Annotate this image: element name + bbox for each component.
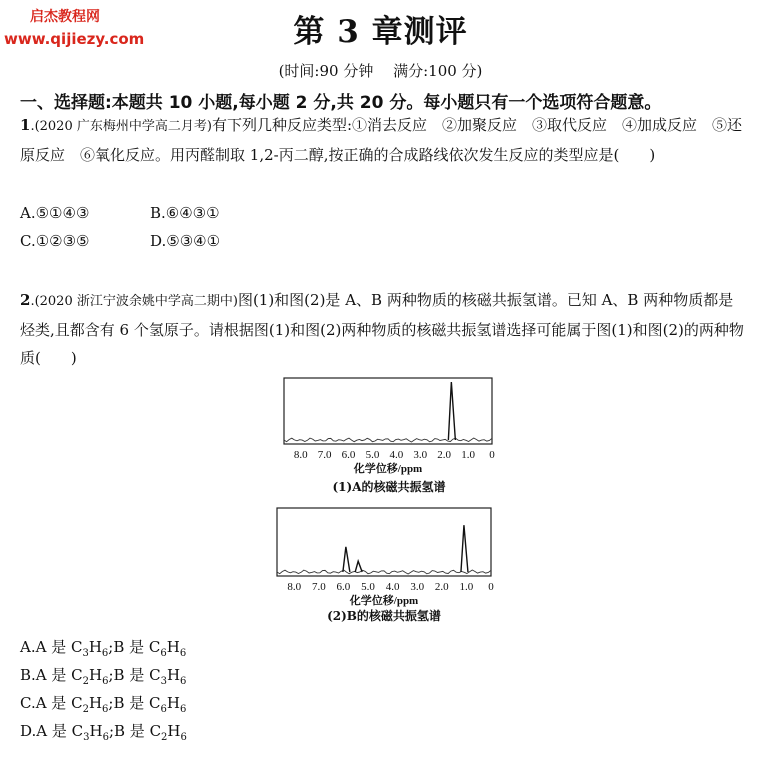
x-axis-label: 化学位移/ppm	[349, 595, 419, 607]
x-tick-label: 4.0	[385, 581, 400, 593]
q2-option-d[interactable]: D.A 是 $C_3H_6;B$ 是 $C_2H_6$	[20, 722, 187, 743]
x-tick-label: 7.0	[311, 581, 326, 593]
x-tick-label: 6.0	[341, 449, 356, 461]
x-tick-label: 3.0	[410, 581, 425, 593]
x-tick-label: 3.0	[413, 449, 428, 461]
x-tick-label: 5.0	[365, 449, 380, 461]
spectrum-baseline	[277, 570, 491, 574]
spectrum-peak-2	[355, 561, 362, 572]
section-heading: 一、选择题:本题共 10 小题,每小题 2 分,共 20 分。每小题只有一个选项符合题意。	[20, 93, 662, 113]
q1-option-d[interactable]: D.⑤③④①	[150, 232, 221, 250]
question-1	[20, 111, 744, 169]
nmr-spectrum-a	[282, 376, 495, 475]
watermark-url: www.qijiezy.com	[4, 30, 145, 48]
x-tick-label: 7.0	[317, 449, 332, 461]
x-tick-label: 8.0	[293, 449, 308, 461]
plot-frame	[284, 378, 492, 444]
spectrum-peak-3	[461, 525, 468, 572]
x-tick-label: 8.0	[287, 581, 302, 593]
q2-option-c[interactable]: C.A 是 $C_2H_6;B$ 是 $C_6H_6$	[20, 694, 187, 715]
question-2-source: .(2020 浙江宁波余姚中学高二期中)	[30, 294, 238, 309]
q2-option-b[interactable]: B.A 是 $C_2H_6;B$ 是 $C_3H_6$	[20, 666, 187, 687]
question-1-source: .(2020 广东梅州中学高二月考)	[30, 119, 212, 134]
question-2-number: 2	[20, 291, 31, 309]
x-tick-label: 4.0	[389, 449, 404, 461]
q1-option-c[interactable]: C.①②③⑤	[20, 232, 90, 250]
q1-option-a[interactable]: A.⑤①④③	[20, 204, 90, 222]
chart-b-caption: (2)B的核磁共振氢谱	[327, 609, 441, 623]
question-1-number: 1	[20, 116, 31, 134]
x-tick-label: 1.0	[459, 581, 474, 593]
x-tick-label: 0	[489, 449, 495, 461]
x-tick-label: 2.0	[434, 581, 449, 593]
spectrum-peak-1	[343, 547, 350, 572]
x-tick-label: 0	[488, 581, 494, 593]
x-tick-label: 5.0	[361, 581, 375, 593]
question-2-text: 图(1)和图(2)是 A、B 两种物质的核磁共振氢谱。已知 A、B 两种物质都是烃类,且都含有 6 个氢原子。请根据图(1)和图(2)两种物质的核磁共振氢谱选择可能属于图(1)和图(2)的两种物质( )	[20, 291, 744, 367]
x-tick-label: 2.0	[437, 449, 452, 461]
page-subtitle: (时间:90 分钟 满分:100 分)	[278, 62, 483, 80]
q1-option-b[interactable]: B.⑥④③①	[150, 204, 220, 222]
q2-option-a[interactable]: A.A 是 $C_3H_6;B$ 是 $C_6H_6$	[20, 638, 187, 659]
page-title: 第 3 章测评	[293, 14, 468, 50]
x-tick-label: 6.0	[336, 581, 351, 593]
x-axis-label: 化学位移/ppm	[353, 463, 423, 475]
plot-frame	[277, 508, 491, 576]
chart-a-caption: (1)A的核磁共振氢谱	[332, 480, 446, 494]
watermark-site-name: 启杰教程网	[30, 9, 100, 25]
question-1-text: 有下列几种反应类型:①消去反应 ②加聚反应 ③取代反应 ④加成反应 ⑤还原反应 ⑥氧化反应。用丙醛制取 1,2-丙二醇,按正确的合成路线依次发生反应的类型应是( )	[20, 116, 742, 164]
question-2	[20, 286, 744, 372]
nmr-spectrum-b	[275, 506, 493, 606]
x-tick-label: 1.0	[461, 449, 475, 461]
spectrum-peak-1	[448, 382, 455, 440]
spectrum-baseline	[284, 438, 492, 442]
